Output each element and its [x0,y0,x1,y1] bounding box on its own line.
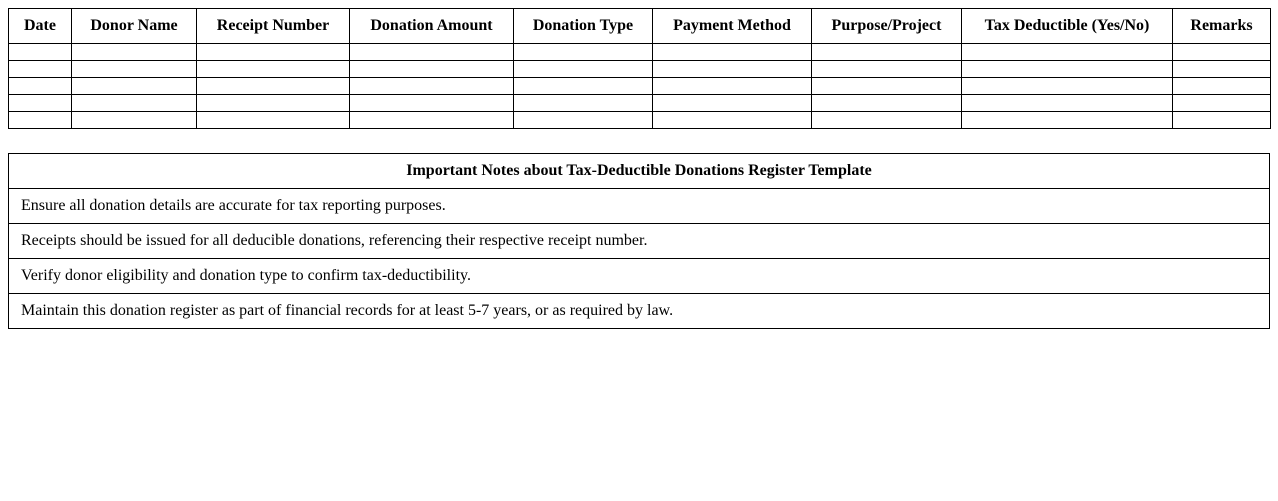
table-cell [350,44,514,61]
table-row [9,112,1271,129]
table-cell [812,112,962,129]
table-cell [812,44,962,61]
column-header-donation-type: Donation Type [514,9,653,44]
table-cell [962,61,1173,78]
table-cell [72,44,197,61]
note-text: Ensure all donation details are accurate for tax reporting purposes. [9,189,1270,224]
table-cell [962,78,1173,95]
table-cell [514,44,653,61]
table-cell [653,78,812,95]
table-cell [72,95,197,112]
table-row [9,44,1271,61]
table-cell [72,112,197,129]
column-header-remarks: Remarks [1173,9,1271,44]
table-cell [812,78,962,95]
list-item [9,224,1270,259]
table-cell [1173,95,1271,112]
note-text: Maintain this donation register as part of financial records for at least 5-7 years, or as required by law. [9,294,1270,329]
table-cell [197,61,350,78]
column-header-purpose-project: Purpose/Project [812,9,962,44]
table-cell [653,112,812,129]
table-cell [514,95,653,112]
note-text: Verify donor eligibility and donation type to confirm tax-deductibility. [9,259,1270,294]
notes-header-row [9,154,1270,189]
table-cell [350,95,514,112]
table-cell [812,61,962,78]
register-header-row [9,9,1271,44]
table-cell [9,95,72,112]
table-cell [350,61,514,78]
note-text: Receipts should be issued for all deducible donations, referencing their respective receipt number. [9,224,1270,259]
table-cell [514,78,653,95]
table-cell [812,95,962,112]
table-cell [9,112,72,129]
column-header-tax-deductible: Tax Deductible (Yes/No) [962,9,1173,44]
table-cell [962,112,1173,129]
donations-register-table [8,8,1271,129]
important-notes-table [8,153,1270,329]
table-cell [1173,61,1271,78]
list-item [9,294,1270,329]
table-row [9,61,1271,78]
table-cell [962,44,1173,61]
table-cell [72,61,197,78]
column-header-payment-method: Payment Method [653,9,812,44]
table-cell [653,44,812,61]
table-cell [1173,44,1271,61]
table-cell [72,78,197,95]
table-cell [1173,78,1271,95]
list-item [9,259,1270,294]
table-cell [350,112,514,129]
register-body [9,44,1271,129]
list-item [9,189,1270,224]
column-header-donation-amount: Donation Amount [350,9,514,44]
table-cell [9,61,72,78]
notes-title: Important Notes about Tax-Deductible Donations Register Template [9,154,1270,189]
table-cell [653,61,812,78]
table-row [9,95,1271,112]
table-cell [9,78,72,95]
table-row [9,78,1271,95]
table-cell [514,61,653,78]
table-cell [197,112,350,129]
table-cell [197,78,350,95]
column-header-donor-name: Donor Name [72,9,197,44]
column-header-receipt-number: Receipt Number [197,9,350,44]
column-header-date: Date [9,9,72,44]
table-cell [350,78,514,95]
table-cell [962,95,1173,112]
table-cell [197,44,350,61]
table-cell [653,95,812,112]
table-cell [514,112,653,129]
table-cell [1173,112,1271,129]
table-cell [9,44,72,61]
table-cell [197,95,350,112]
